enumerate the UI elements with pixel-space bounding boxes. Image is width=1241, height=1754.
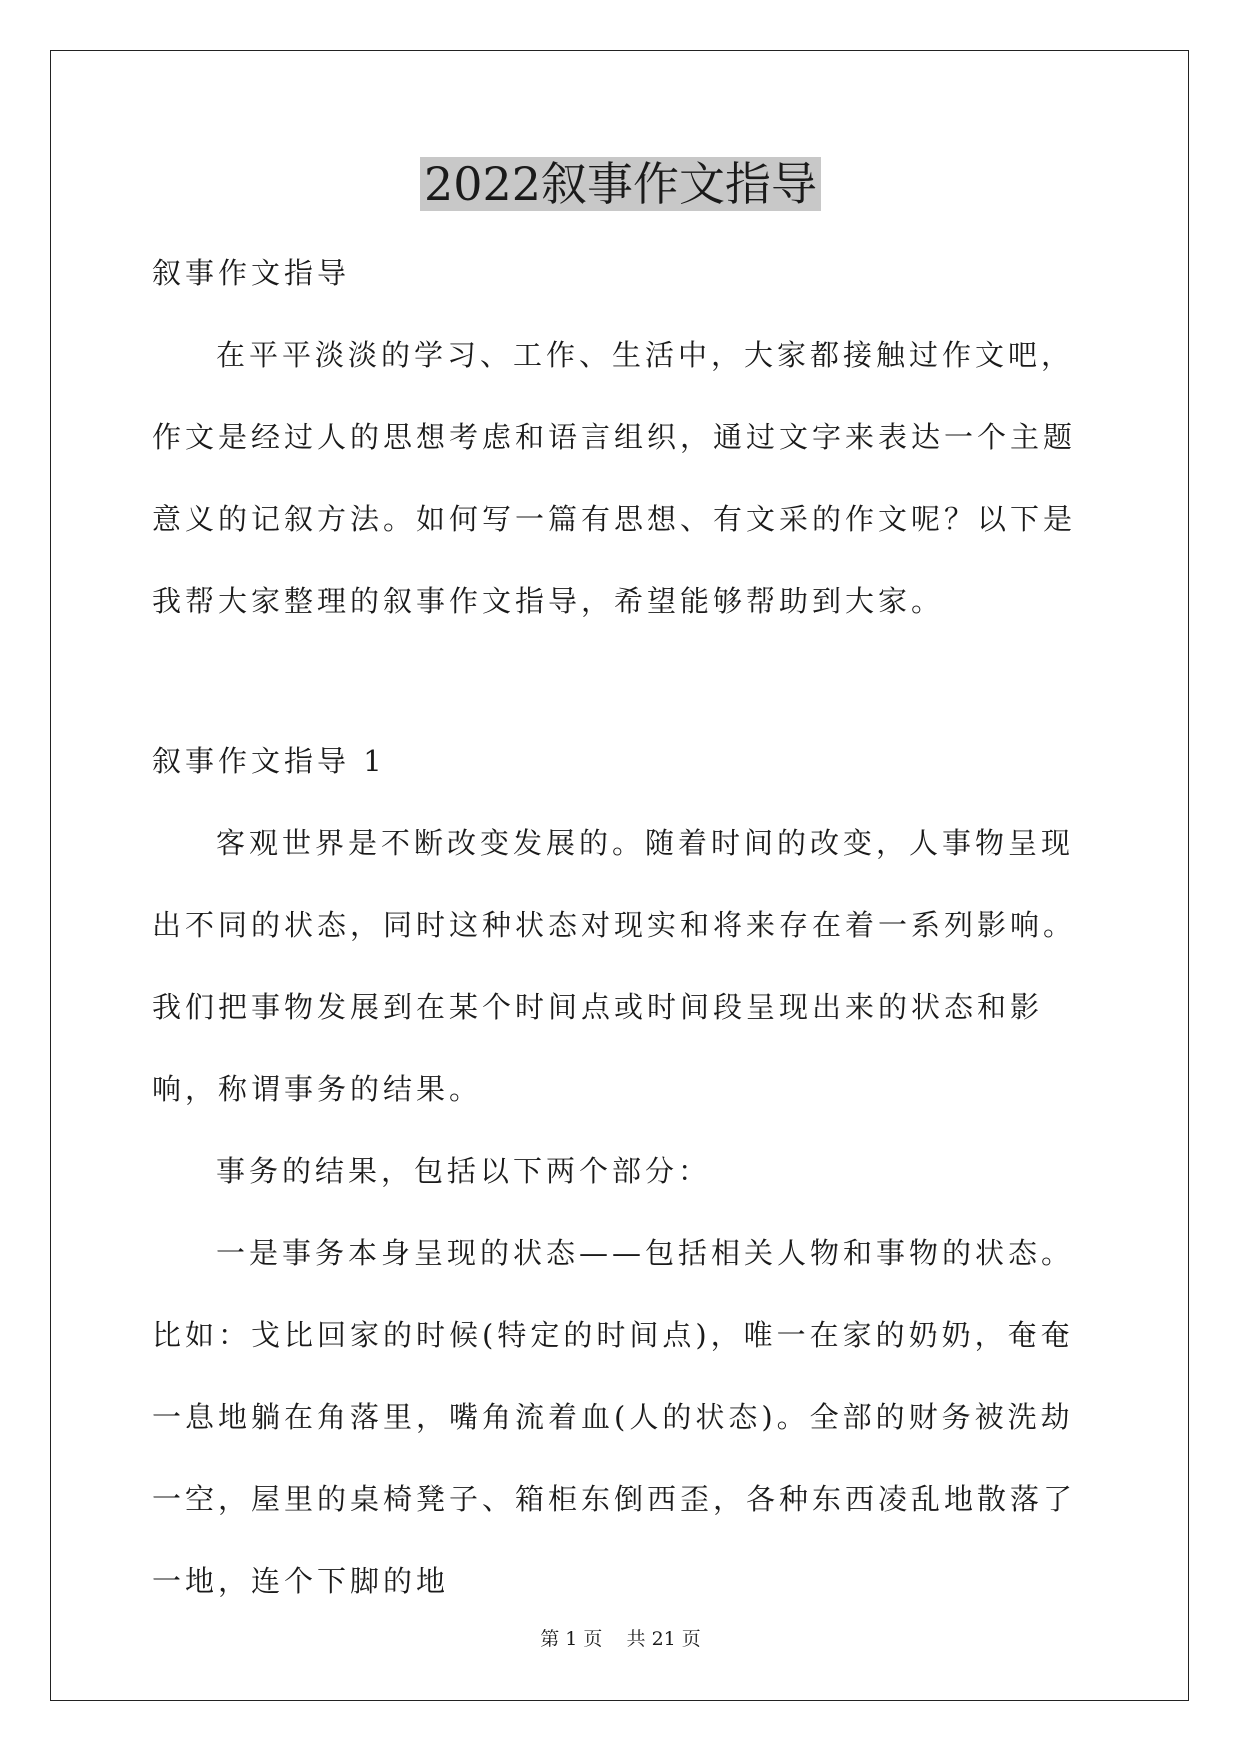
document-body (152, 232, 1092, 1622)
page-total: 共 21 页 (626, 1628, 701, 1650)
page-footer (0, 1626, 1241, 1652)
paragraph: 事务的结果，包括以下两个部分： (216, 1154, 712, 1188)
intro-paragraph: 在平平淡淡的学习、工作、生活中，大家都接触过作文吧，作文是经过人的思想考虑和语言组织，通过文字来表达一个主题意义的记叙方法。如何写一篇有思想、有文采的作文呢？以下是我帮大家整理的叙事作文指导，希望能够帮助到大家。 (152, 338, 1077, 618)
footer-spacer (602, 1628, 626, 1650)
document-title-text: 2022叙事作文指导 (420, 157, 821, 211)
paragraph: 客观世界是不断改变发展的。随着时间的改变，人事物呈现出不同的状态，同时这种状态对现实和将来存在着一系列影响。我们把事物发展到在某个时间点或时间段呈现出来的状态和影响，称谓事务的结果。 (152, 826, 1077, 1106)
document-title (0, 152, 1241, 216)
section-heading: 叙事作文指导 (152, 256, 351, 290)
paragraph: 一是事务本身呈现的状态——包括相关人物和事物的状态。比如：戈比回家的时候(特定的时间点)，唯一在家的奶奶，奄奄一息地躺在角落里，嘴角流着血(人的状态)。全部的财务被洗劫一空，屋里的桌椅凳子、箱柜东倒西歪，各种东西凌乱地散落了一地，连个下脚的地 (152, 1236, 1077, 1598)
section-1-heading: 叙事作文指导 1 (152, 744, 386, 778)
page-number: 第 1 页 (540, 1628, 603, 1650)
